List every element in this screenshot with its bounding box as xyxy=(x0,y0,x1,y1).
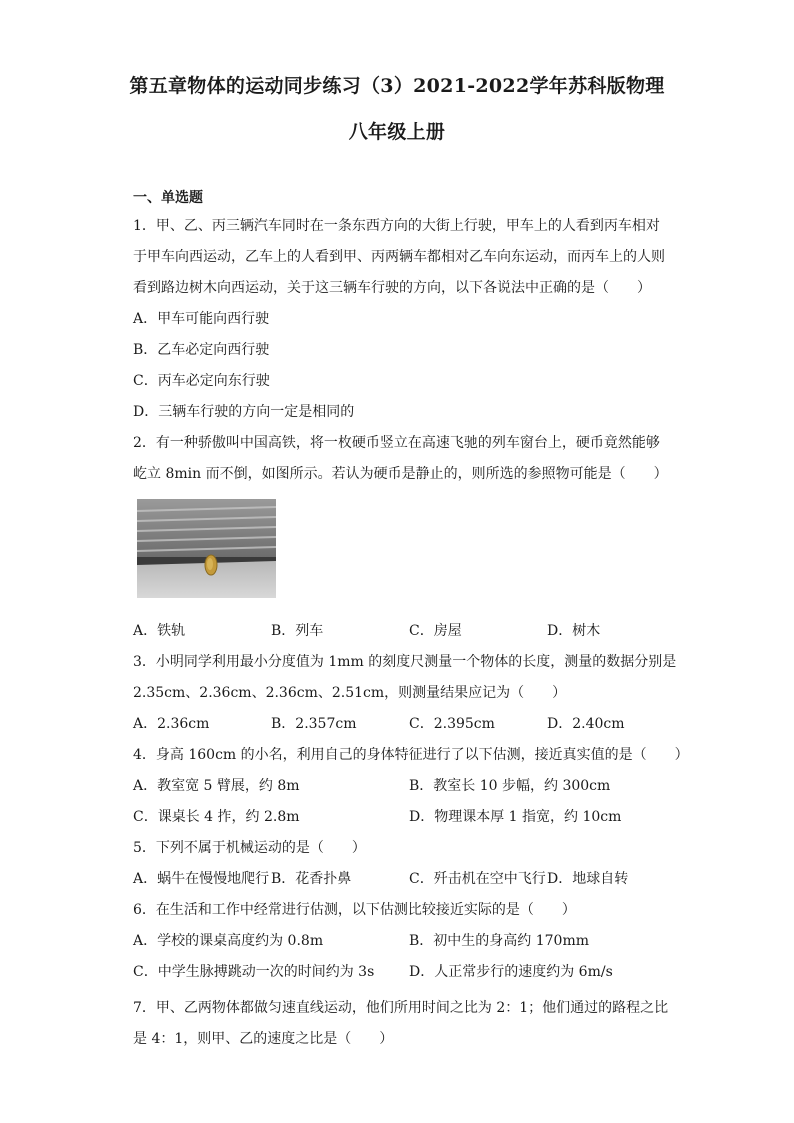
question-2-line-1: 2．有一种骄傲叫中国高铁，将一枚硬币竖立在高速飞驰的列车窗台上，硬币竟然能够 xyxy=(133,435,660,451)
question-1-line-1: 1．甲、乙、丙三辆汽车同时在一条东西方向的大街上行驶，甲车上的人看到丙车相对 xyxy=(133,218,660,234)
question-3-option-b: B．2.357cm xyxy=(271,716,357,732)
question-6-option-b: B．初中生的身高约 170mm xyxy=(409,933,590,949)
question-6-option-d: D．人正常步行的速度约为 6m/s xyxy=(409,964,613,980)
question-3-option-a: A．2.36cm xyxy=(133,716,210,732)
question-4-option-d: D．物理课本厚 1 指宽，约 10cm xyxy=(409,809,622,825)
question-3-line-1: 3．小明同学利用最小分度值为 1mm 的刻度尺测量一个物体的长度，测量的数据分别是 xyxy=(133,654,677,670)
question-4-option-a: A．教室宽 5 臂展，约 8m xyxy=(133,778,300,794)
coin-on-train-windowsill-photo xyxy=(137,499,276,598)
question-5-option-b: B．花香扑鼻 xyxy=(271,871,352,887)
question-5-line-1: 5．下列不属于机械运动的是（ ） xyxy=(133,840,366,856)
question-1-option-b: B．乙车必定向西行驶 xyxy=(133,342,270,358)
question-6-option-a: A．学校的课桌高度约为 0.8m xyxy=(133,933,324,949)
question-6-option-c: C．中学生脉搏跳动一次的时间约为 3s xyxy=(133,964,375,980)
question-1-option-a: A．甲车可能向西行驶 xyxy=(133,311,270,327)
question-4-option-c: C．课桌长 4 拃，约 2.8m xyxy=(133,809,300,825)
question-4-line-1: 4．身高 160cm 的小名，利用自己的身体特征进行了以下估测，接近真实值的是（ ） xyxy=(133,747,689,763)
section-heading: 一、单选题 xyxy=(133,190,203,206)
question-7-line-1: 7．甲、乙两物体都做匀速直线运动，他们所用时间之比为 2：1；他们通过的路程之比 xyxy=(133,1000,669,1016)
coin-photo-illustration xyxy=(137,499,276,598)
question-4-option-b: B．教室长 10 步幅，约 300cm xyxy=(409,778,611,794)
question-1-option-d: D．三辆车行驶的方向一定是相同的 xyxy=(133,404,355,420)
question-2-option-d: D．树木 xyxy=(547,623,601,639)
question-2-option-a: A．铁轨 xyxy=(133,623,186,639)
document-title-line1: 第五章物体的运动同步练习（3）2021-2022学年苏科版物理 xyxy=(129,75,665,97)
question-5-option-c: C．歼击机在空中飞行 xyxy=(409,871,546,887)
question-2-option-b: B．列车 xyxy=(271,623,324,639)
document-title-line2: 八年级上册 xyxy=(348,121,446,143)
question-6-line-1: 6．在生活和工作中经常进行估测，以下估测比较接近实际的是（ ） xyxy=(133,902,576,918)
question-1-option-c: C．丙车必定向东行驶 xyxy=(133,373,270,389)
question-7-line-2: 是 4：1，则甲、乙的速度之比是（ ） xyxy=(133,1031,394,1047)
question-1-line-3: 看到路边树木向西运动，关于这三辆车行驶的方向，以下各说法中正确的是（ ） xyxy=(133,280,651,296)
question-1-line-2: 于甲车向西运动，乙车上的人看到甲、丙两辆车都相对乙车向东运动，而丙车上的人则 xyxy=(133,249,665,265)
question-5-option-d: D．地球自转 xyxy=(547,871,629,887)
question-2-line-2: 屹立 8min 而不倒，如图所示。若认为硬币是静止的，则所选的参照物可能是（ ） xyxy=(133,466,668,482)
question-3-line-2: 2.35cm、2.36cm、2.36cm、2.51cm，则测量结果应记为（ ） xyxy=(133,685,567,701)
question-5-option-a: A．蜗牛在慢慢地爬行 xyxy=(133,871,270,887)
question-3-option-d: D．2.40cm xyxy=(547,716,625,732)
question-3-option-c: C．2.395cm xyxy=(409,716,495,732)
question-2-option-c: C．房屋 xyxy=(409,623,462,639)
